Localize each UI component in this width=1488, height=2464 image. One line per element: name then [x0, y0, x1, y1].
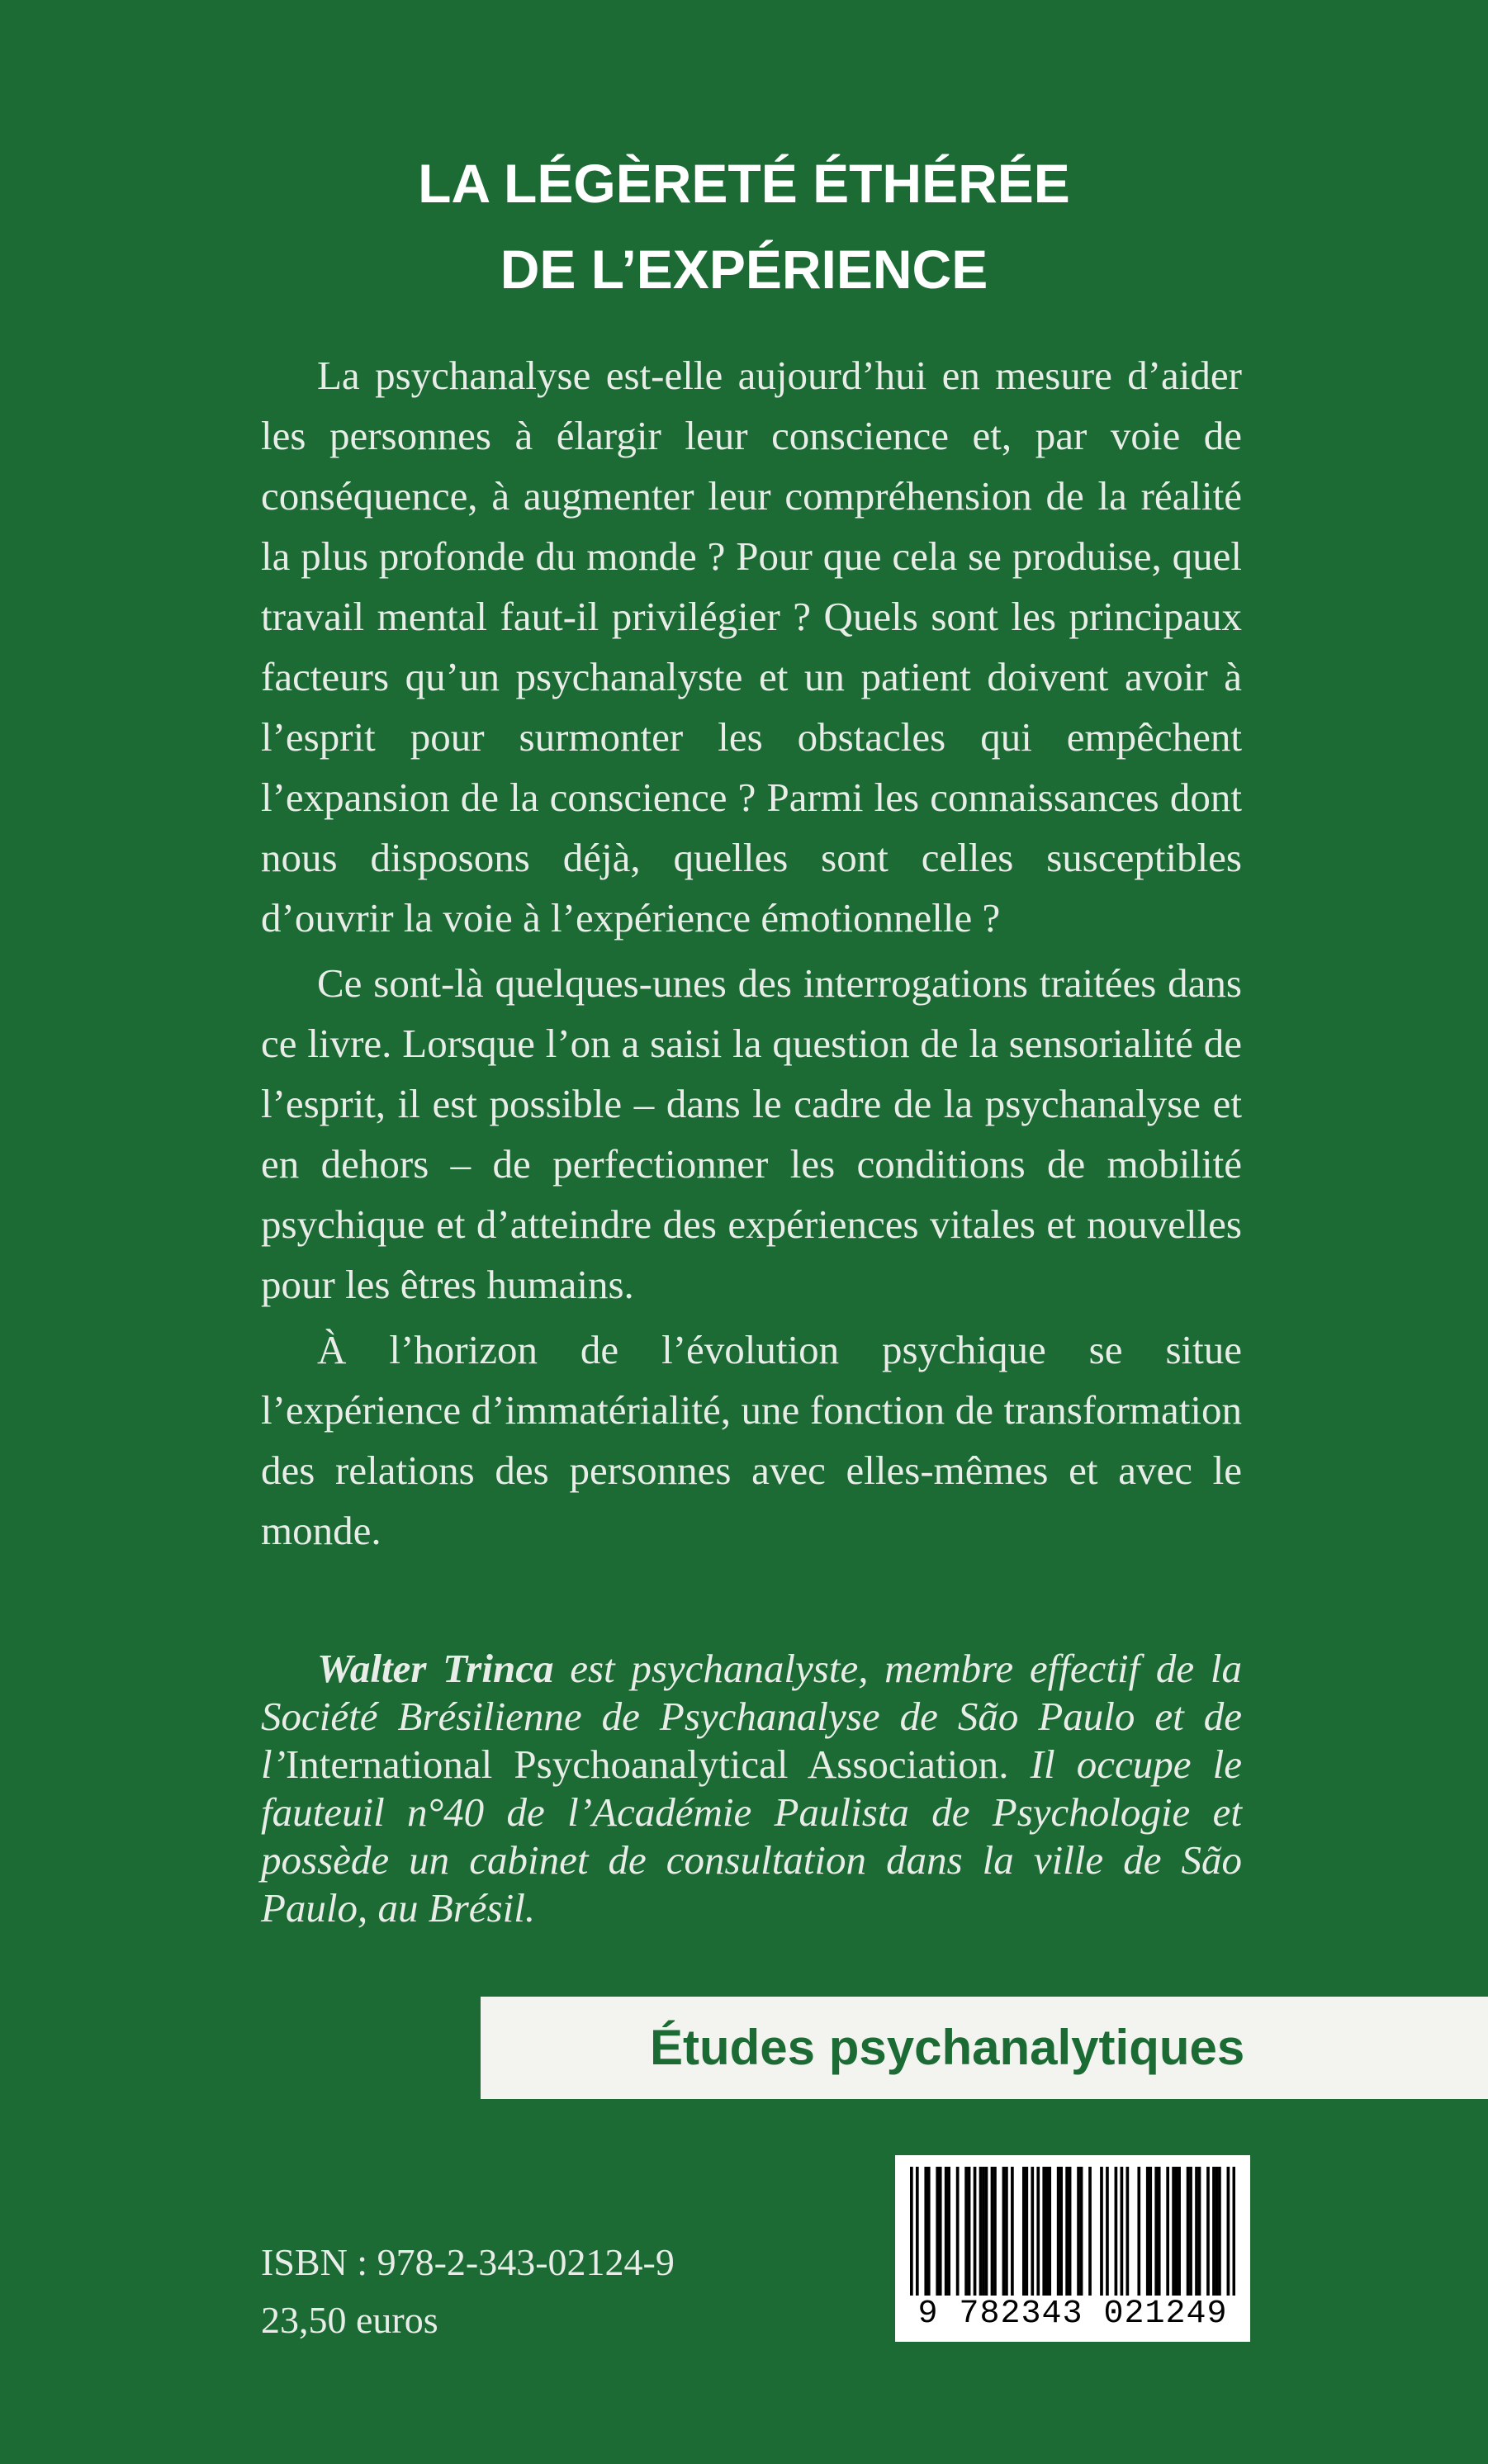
bio-organization: International Psychoanalytical Association. — [285, 1741, 1009, 1787]
barcode-bar — [985, 2167, 988, 2296]
barcode-bar — [1077, 2167, 1080, 2296]
barcode-bar — [1212, 2167, 1216, 2296]
barcode-bar — [1154, 2167, 1158, 2296]
bio-text-1: est psychanalyste, membre effectif de la Société Brésilienne de Psychanalyse de São Paulo et de l’ — [261, 1646, 1242, 1787]
barcode-bar — [1227, 2167, 1230, 2296]
barcode-bar — [1100, 2167, 1103, 2296]
barcode-bar — [1206, 2167, 1210, 2296]
barcode-bar — [1195, 2167, 1198, 2296]
barcode-bar — [1022, 2167, 1026, 2296]
blurb-paragraph-1: La psychanalyse est-elle aujourd’hui en mesure d’aider les personnes à élargir leur conscience et, par voie de conséquence, à augmenter leur compréhension de la réalité la plus profonde du monde ? Pour que cela se produise, quel travail mental faut-il privilégier ? Quels sont les principaux facteurs qu’un psychanalyste et un patient doivent avoir à l’esprit pour surmonter les obstacles qui empêchent l’expansion de la conscience ? Parmi les connaissances dont nous disposons déjà, quelles sont celles susceptibles d’ouvrir la voie à l’expérience émotionnelle ? — [261, 353, 1242, 941]
barcode-bar — [916, 2167, 919, 2296]
barcode-bar — [991, 2167, 994, 2296]
barcode-bar — [1059, 2167, 1063, 2296]
author-bio — [261, 1645, 1242, 1932]
barcode-bar — [1218, 2167, 1221, 2296]
barcode-bar — [1069, 2167, 1072, 2296]
barcode-bar — [945, 2167, 948, 2296]
price-text: 23,50 euros — [261, 2299, 438, 2341]
barcode-bar — [964, 2167, 968, 2296]
author-name: Walter Trinca — [317, 1646, 554, 1691]
blurb — [261, 345, 1242, 1566]
bio-text-2: Il occupe le fauteuil n°40 de l’Académie Paulista de Psychologie et possède un cabinet de consultation dans la ville de São Paulo, au Brésil. — [261, 1741, 1242, 1931]
barcode-bar — [993, 2167, 997, 2296]
barcode-bar — [924, 2167, 927, 2296]
barcode-bar — [1065, 2167, 1069, 2296]
barcode-bar — [1036, 2167, 1040, 2296]
barcode-bar — [968, 2167, 971, 2296]
barcode-bars — [910, 2167, 1235, 2296]
barcode-bar — [1175, 2167, 1178, 2296]
barcode-bar — [1011, 2167, 1014, 2296]
barcode-digits: 9 782343 021249 — [917, 2296, 1228, 2333]
barcode-bar — [1178, 2167, 1181, 2296]
barcode-bar — [982, 2167, 985, 2296]
barcode-bar — [1198, 2167, 1201, 2296]
barcode-bar — [1216, 2167, 1219, 2296]
barcode-bar — [974, 2167, 977, 2296]
series-banner — [481, 1997, 1488, 2099]
title-line-1: LA LÉGÈRETÉ ÉTHÉRÉE — [418, 153, 1070, 214]
isbn-text: ISBN : 978-2-343-02124-9 — [261, 2241, 675, 2283]
barcode-bar — [1048, 2167, 1051, 2296]
barcode-bar — [1187, 2167, 1190, 2296]
barcode-bar — [927, 2167, 931, 2296]
barcode-bar — [1042, 2167, 1045, 2296]
barcode-bar — [1121, 2167, 1124, 2296]
barcode-bar — [1166, 2167, 1169, 2296]
blurb-paragraph-3: À l’horizon de l’évolution psychique se situe l’expérience d’immatérialité, une fonction de transformation des relations des personnes avec elles-mêmes et avec le monde. — [261, 1327, 1242, 1553]
barcode-bar — [1080, 2167, 1083, 2296]
barcode-bar — [1057, 2167, 1060, 2296]
barcode-bar — [1031, 2167, 1034, 2296]
book-title — [0, 140, 1488, 312]
barcode — [895, 2155, 1250, 2342]
barcode-bar — [956, 2167, 960, 2296]
barcode-bar — [1126, 2167, 1130, 2296]
barcode-bar — [947, 2167, 950, 2296]
barcode-bar — [1158, 2167, 1161, 2296]
barcode-bar — [1146, 2167, 1149, 2296]
barcode-bar — [1025, 2167, 1028, 2296]
barcode-bar — [939, 2167, 942, 2296]
title-line-2: DE L’EXPÉRIENCE — [500, 239, 988, 300]
barcode-bar — [1189, 2167, 1192, 2296]
barcode-bar — [1088, 2167, 1092, 2296]
barcode-bar — [1115, 2167, 1118, 2296]
barcode-bar — [1172, 2167, 1175, 2296]
barcode-bar — [1233, 2167, 1235, 2296]
barcode-bar — [979, 2167, 983, 2296]
barcode-bar — [936, 2167, 939, 2296]
barcode-bar — [1002, 2167, 1006, 2296]
barcode-bar — [1137, 2167, 1140, 2296]
barcode-bar — [1045, 2167, 1049, 2296]
barcode-bar — [910, 2167, 913, 2296]
series-label: Études psychanalytiques — [650, 2020, 1245, 2075]
barcode-bar — [1106, 2167, 1109, 2296]
barcode-bar — [1149, 2167, 1152, 2296]
blurb-paragraph-2: Ce sont-là quelques-unes des interrogations traitées dans ce livre. Lorsque l’on a saisi la question de la sensorialité de l’esprit, il est possible – dans le cadre de la psychanalyse et en dehors – de perfectionner les conditions de mobilité psychique et d’atteindre des expériences vitales et nouvelles pour les êtres humains. — [261, 960, 1242, 1307]
barcode-bar — [1005, 2167, 1008, 2296]
